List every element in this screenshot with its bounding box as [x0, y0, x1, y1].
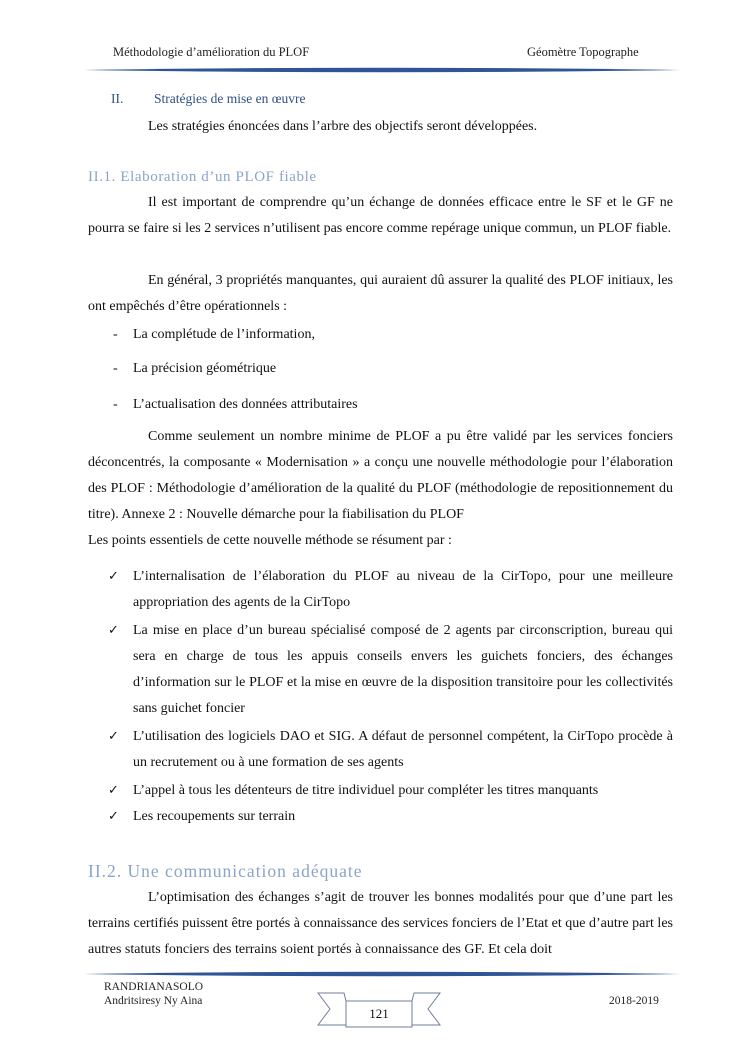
dash-item-text: La complétude de l’information, [133, 327, 315, 342]
dash-item: - L’actualisation des données attributaires [113, 397, 358, 412]
check-mark-icon: ✓ [108, 809, 119, 824]
footer-author-name: RANDRIANASOLO [104, 981, 204, 993]
subsection-1-title: II.1. Elaboration d’un PLOF fiable [88, 169, 317, 185]
sub1-paragraph-3: Comme seulement un nombre minime de PLOF a pu être validé par les services fonciers déconcentrés, la composante « Modernisation » a conçu une nouvelle méthodologie pour l’élaboration des PLOF : Méthodologie d’amélioration de la qualité du PLOF (méthodologie de repositionnement du titre). Annexe 2 : Nouvelle démarche pour la fiabilisation du PLOF [88, 429, 673, 522]
dash-item: - La précision géométrique [113, 361, 277, 376]
section-title: Stratégies de mise en œuvre [154, 91, 306, 106]
sub1-paragraph-4: Les points essentiels de cette nouvelle méthode se résument par : [88, 533, 452, 548]
page-number: 121 [369, 1006, 389, 1021]
footer-year: 2018-2019 [609, 995, 659, 1007]
check-item-text: Les recoupements sur terrain [133, 809, 296, 824]
check-item [108, 618, 673, 722]
check-mark-icon: ✓ [108, 623, 119, 638]
check-item [108, 778, 673, 804]
check-mark-icon: ✓ [108, 783, 119, 798]
header-left: Méthodologie d’amélioration du PLOF [113, 45, 310, 59]
footer-rule [0, 968, 745, 980]
dash-item-text: L’actualisation des données attributaires [133, 397, 358, 412]
check-item [108, 804, 673, 830]
check-item-text: La mise en place d’un bureau spécialisé composé de 2 agents par circonscription, bureau qui sera en charge de tous les appuis conseils envers les guichets fonciers, des échanges d’information sur le PLOF et la mise en œuvre de la disposition transitoire pour les collectivités sans guichet foncier [133, 623, 673, 716]
sub1-paragraph-2: En général, 3 propriétés manquantes, qui auraient dû assurer la qualité des PLOF initiaux, les ont empêchés d’être opérationnels : [88, 273, 673, 314]
subsection-2-title: II.2. Une communication adéquate [88, 861, 363, 881]
section-number: II. [111, 91, 124, 106]
sub2-paragraph-1: L’optimisation des échanges s’agit de trouver les bonnes modalités pour que d’une part les terrains certifiés puissent être portés à connaissance des services fonciers de l’Etat et que d’autre part les autres statuts fonciers des terrains soient portés à connaissance des GF. Et cela doit [88, 890, 673, 957]
check-item [108, 564, 673, 616]
check-item-text: L’utilisation des logiciels DAO et SIG. A défaut de personnel compétent, la CirTopo procède à un recrutement ou à une formation de ses agents [133, 729, 673, 770]
check-mark-icon: ✓ [108, 729, 119, 744]
section-intro: Les stratégies énoncées dans l’arbre des objectifs seront développées. [148, 119, 538, 134]
check-item-text: L’appel à tous les détenteurs de titre individuel pour compléter les titres manquants [133, 783, 599, 798]
dash-item: - La complétude de l’information, [113, 327, 315, 342]
footer-author-firstname: Andritsiresy Ny Aina [104, 995, 203, 1007]
dash-item-text: La précision géométrique [133, 361, 277, 376]
check-item-text: L’internalisation de l’élaboration du PLOF au niveau de la CirTopo, pour une meilleure appropriation des agents de la CirTopo [133, 569, 673, 610]
header-right: Géomètre Topographe [527, 45, 639, 59]
check-item [108, 724, 673, 776]
header-rule [0, 64, 745, 76]
section-heading [111, 91, 305, 107]
sub1-paragraph-1: Il est important de comprendre qu’un échange de données efficace entre le SF et le GF ne pourra se faire si les 2 services n’utilisent pas encore comme repérage unique commun, un PLOF fiable. [88, 195, 673, 236]
check-mark-icon: ✓ [108, 569, 119, 584]
